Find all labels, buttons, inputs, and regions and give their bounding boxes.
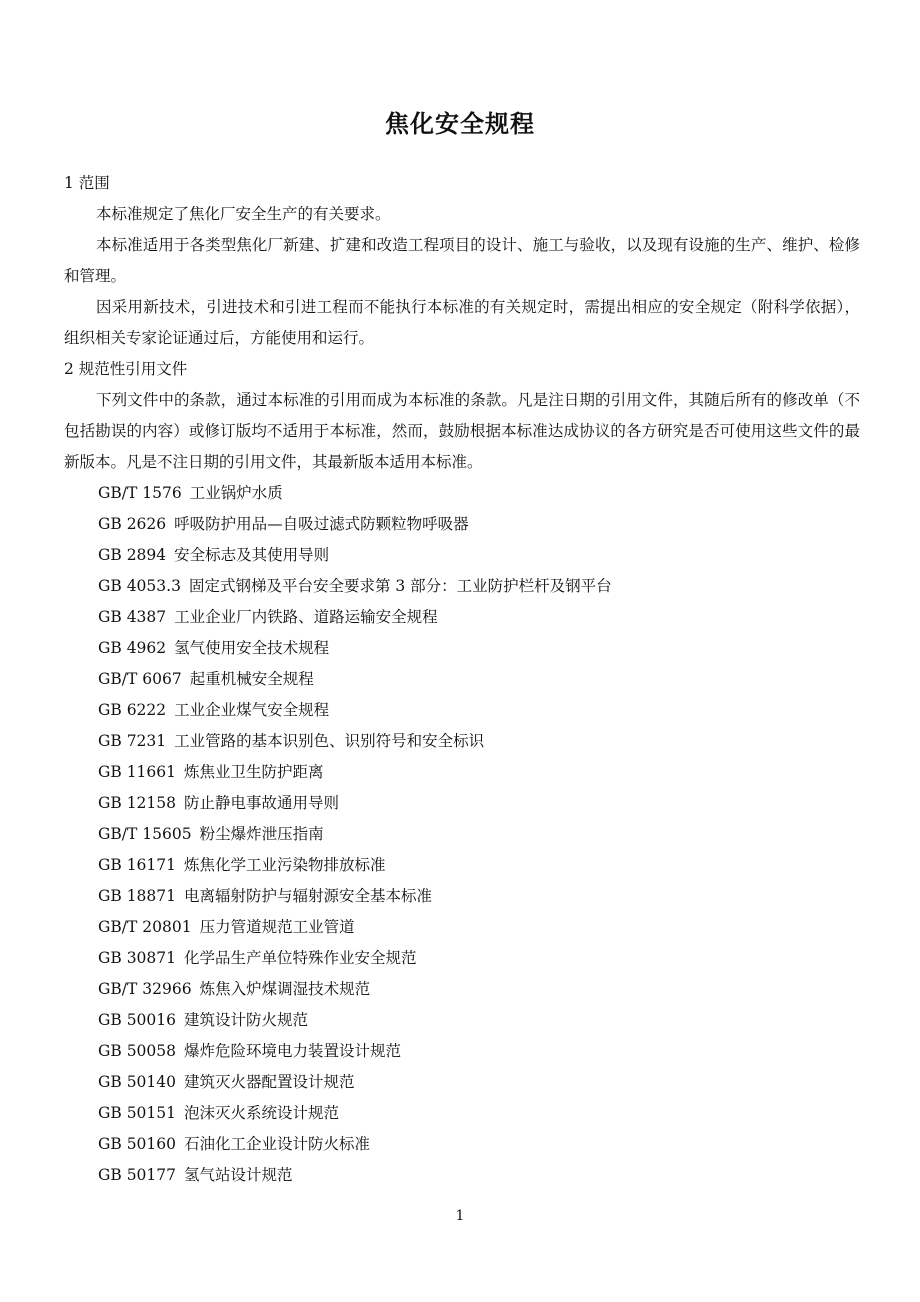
reference-name: 氢气使用安全技术规程 xyxy=(174,639,330,657)
reference-name: 工业管路的基本识别色、识别符号和安全标识 xyxy=(174,732,485,750)
reference-code: GB 30871 xyxy=(98,949,177,967)
reference-name: 氢气站设计规范 xyxy=(184,1166,293,1184)
reference-name: 建筑灭火器配置设计规范 xyxy=(184,1073,355,1091)
reference-name: 炼焦入炉煤调湿技术规范 xyxy=(199,980,371,998)
reference-item xyxy=(64,788,860,819)
reference-item xyxy=(64,1098,860,1129)
reference-list xyxy=(64,478,860,1191)
reference-code: GB 18871 xyxy=(98,887,177,905)
reference-code: GB/T 1576 xyxy=(98,484,182,502)
reference-name: 化学品生产单位特殊作业安全规范 xyxy=(184,949,417,967)
section-1-paragraph: 因采用新技术，引进技术和引进工程而不能执行本标准的有关规定时，需提出相应的安全规定（附科学依据），组织相关专家论证通过后，方能使用和运行。 xyxy=(64,298,860,347)
reference-item xyxy=(64,757,860,788)
reference-code: GB 50151 xyxy=(98,1104,177,1122)
reference-name: 工业企业厂内铁路、道路运输安全规程 xyxy=(174,608,438,626)
section-1-heading: 1 范围 xyxy=(64,174,110,192)
reference-code: GB 50160 xyxy=(98,1135,177,1153)
reference-code: GB 50177 xyxy=(98,1166,177,1184)
reference-code: GB 2626 xyxy=(98,515,167,533)
reference-code: GB 50016 xyxy=(98,1011,177,1029)
reference-name: 安全标志及其使用导则 xyxy=(174,546,330,564)
reference-name: 防止静电事故通用导则 xyxy=(184,794,340,812)
reference-code: GB 4962 xyxy=(98,639,167,657)
reference-item xyxy=(64,509,860,540)
reference-code: GB/T 32966 xyxy=(98,980,192,998)
reference-item xyxy=(64,912,860,943)
reference-name: 电离辐射防护与辐射源安全基本标准 xyxy=(184,887,433,905)
reference-name: 建筑设计防火规范 xyxy=(184,1011,309,1029)
reference-name: 压力管道规范工业管道 xyxy=(199,918,355,936)
reference-name: 工业企业煤气安全规程 xyxy=(174,701,330,719)
reference-item xyxy=(64,602,860,633)
reference-code: GB 4053.3 xyxy=(98,577,181,595)
reference-code: GB 11661 xyxy=(98,763,177,781)
reference-name: 爆炸危险环境电力装置设计规范 xyxy=(184,1042,402,1060)
reference-code: GB 6222 xyxy=(98,701,167,719)
reference-name: 呼吸防护用品—自吸过滤式防颗粒物呼吸器 xyxy=(174,515,469,533)
reference-item xyxy=(64,881,860,912)
reference-name: 石油化工企业设计防火标准 xyxy=(184,1135,371,1153)
reference-item xyxy=(64,664,860,695)
section-2-heading: 2 规范性引用文件 xyxy=(64,360,188,378)
section-1-paragraph: 本标准适用于各类型焦化厂新建、扩建和改造工程项目的设计、施工与验收，以及现有设施的生产、维护、检修和管理。 xyxy=(64,236,860,285)
reference-item xyxy=(64,1160,860,1191)
reference-code: GB 12158 xyxy=(98,794,177,812)
section-2-intro: 下列文件中的条款，通过本标准的引用而成为本标准的条款。凡是注日期的引用文件，其随后所有的修改单（不包括勘误的内容）或修订版均不适用于本标准，然而，鼓励根据本标准达成协议的各方研究是否可使用这些文件的最新版本。凡是不注日期的引用文件，其最新版本适用本标准。 xyxy=(64,391,860,471)
reference-item xyxy=(64,819,860,850)
page-number: 1 xyxy=(455,1208,465,1224)
reference-item xyxy=(64,850,860,881)
reference-item xyxy=(64,974,860,1005)
reference-item xyxy=(64,571,860,602)
reference-name: 固定式钢梯及平台安全要求第 3 部分：工业防护栏杆及钢平台 xyxy=(188,577,612,595)
document-body xyxy=(64,168,860,1191)
reference-item xyxy=(64,540,860,571)
reference-item xyxy=(64,943,860,974)
reference-name: 工业锅炉水质 xyxy=(189,484,283,502)
document-title: 焦化安全规程 xyxy=(385,110,535,138)
reference-name: 粉尘爆炸泄压指南 xyxy=(199,825,324,843)
reference-item xyxy=(64,633,860,664)
reference-code: GB 50058 xyxy=(98,1042,177,1060)
reference-item xyxy=(64,726,860,757)
reference-code: GB 4387 xyxy=(98,608,167,626)
reference-code: GB 50140 xyxy=(98,1073,177,1091)
reference-item xyxy=(64,695,860,726)
section-1-paragraph: 本标准规定了焦化厂安全生产的有关要求。 xyxy=(96,205,391,223)
reference-item xyxy=(64,1036,860,1067)
reference-name: 泡沫灭火系统设计规范 xyxy=(184,1104,340,1122)
reference-item xyxy=(64,1067,860,1098)
reference-code: GB/T 6067 xyxy=(98,670,182,688)
reference-item xyxy=(64,1005,860,1036)
reference-name: 炼焦业卫生防护距离 xyxy=(184,763,324,781)
reference-item xyxy=(64,478,860,509)
reference-code: GB 2894 xyxy=(98,546,167,564)
reference-code: GB/T 15605 xyxy=(98,825,192,843)
reference-name: 起重机械安全规程 xyxy=(189,670,314,688)
reference-name: 炼焦化学工业污染物排放标准 xyxy=(184,856,386,874)
reference-code: GB 7231 xyxy=(98,732,167,750)
reference-code: GB/T 20801 xyxy=(98,918,192,936)
reference-item xyxy=(64,1129,860,1160)
reference-code: GB 16171 xyxy=(98,856,177,874)
